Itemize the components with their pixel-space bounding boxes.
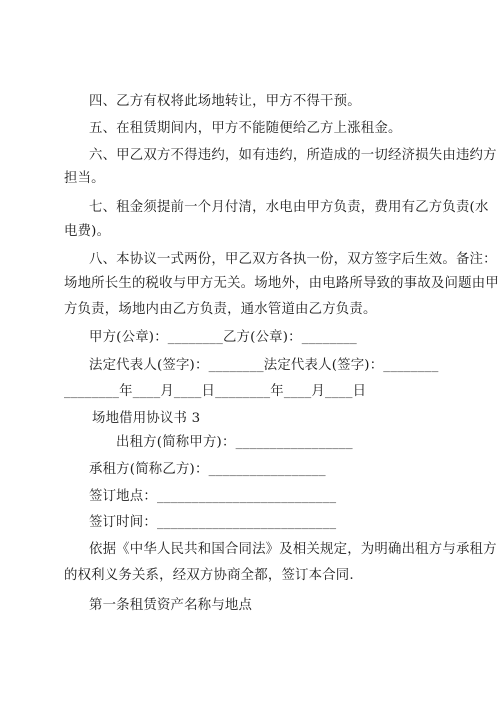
clause-5: 五、在租赁期间内，甲方不能随便给乙方上涨租金。 [89,121,402,136]
seal-line: 甲方(公章)：________乙方(公章)：________ [89,330,357,345]
clause-4: 四、乙方有权将此场地转让，甲方不得干预。 [89,94,361,109]
clause-8-cont-2: 方负责，场地内由乙方负责，通水管道由乙方负责。 [64,302,377,317]
clause-7-cont: 电费)。 [64,224,111,239]
clause-8: 八、本协议一式两份，甲乙双方各执一份，双方签字后生效。备注： [89,252,497,267]
clause-6: 六、甲乙双方不得违约，如有违约，所造成的一切经济损失由违约方 [89,148,497,163]
lessor-field: 出租方(简称甲方)：_________________ [116,435,353,450]
representative-signature-line: 法定代表人(签字)：________法定代表人(签字)：________ [89,358,439,373]
lessee-field: 承租方(简称乙方)：_________________ [89,462,326,477]
agreement-title: 场地借用协议书 3 [92,411,201,426]
preamble: 依据《中华人民共和国合同法》及相关规定，为明确出租方与承租方 [89,542,497,557]
date-line: ________年____月____日________年____月____日 [64,384,367,399]
signing-time-field: 签订时间：__________________________ [89,515,337,530]
preamble-cont: 的权利义务关系，经双方协商全都，签订本合同. [64,568,354,583]
clause-6-cont: 担当。 [64,171,105,186]
signing-place-field: 签订地点：__________________________ [89,489,337,504]
clause-8-cont-1: 场地所长生的税收与甲方无关。场地外，由电路所导致的事故及问题由甲 [64,276,499,291]
article-1-heading: 第一条租赁资产名称与地点 [89,598,253,613]
clause-7: 七、租金须提前一个月付清，水电由甲方负责，费用有乙方负责(水 [89,200,489,215]
